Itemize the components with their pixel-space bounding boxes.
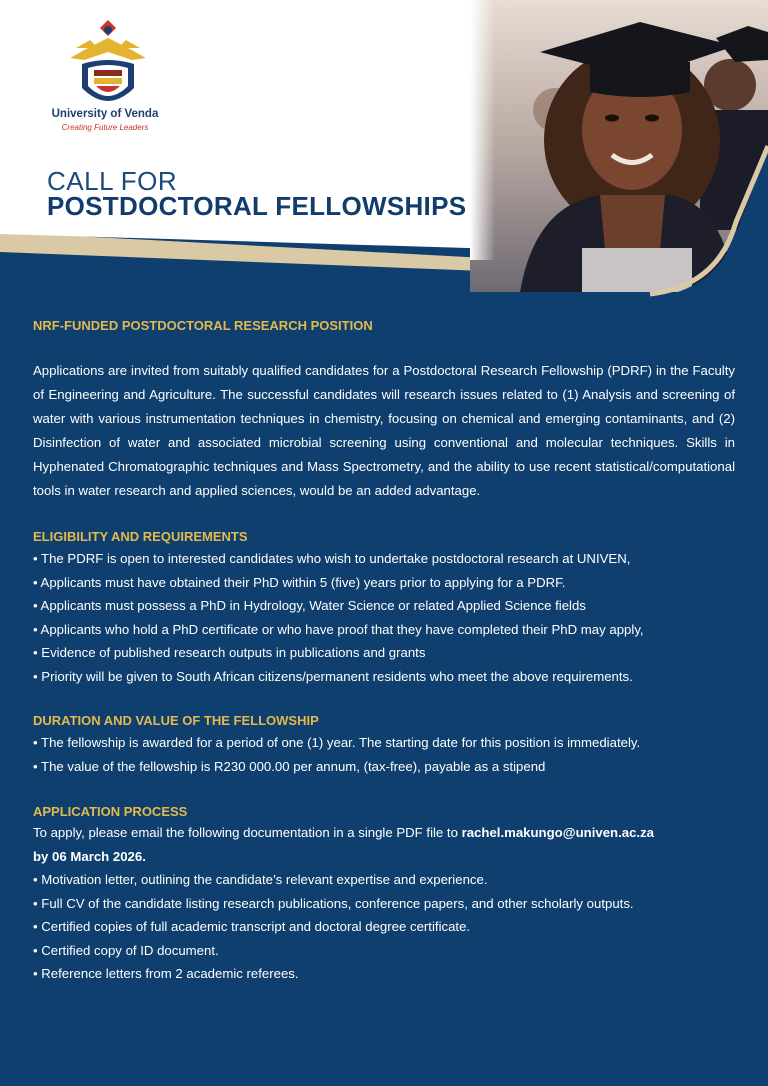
section-heading-eligibility: ELIGIBILITY AND REQUIREMENTS <box>33 529 248 544</box>
title-line-1: CALL FOR <box>47 166 178 196</box>
list-item: • The value of the fellowship is R230 000.00 per annum, (tax-free), payable as a stipend <box>33 758 546 774</box>
list-item: • Applicants must have obtained their PhD within 5 (five) years prior to applying for a PDRF. <box>33 574 566 590</box>
application-list <box>33 868 735 986</box>
duration-list <box>33 731 735 778</box>
intro-paragraph: Applications are invited from suitably qualified candidates for a Postdoctoral Research Fellowship (PDRF) in the Faculty of Engineering and Agriculture. The successful candidates will research issues related to (1) Analysis and screening of water with various instrumentation techniques in chemistry, focusing on chemical and emerging contaminants, and (2) Disinfection of water and associated microbial screening using conventional and molecular techniques. Skills in Hyphenated Chromatographic techniques and Mass Spectrometry, and the ability to use recent statistical/computational tools in water research and applied sciences, would be an added advantage. <box>33 363 735 498</box>
list-item: • Reference letters from 2 academic referees. <box>33 966 299 981</box>
list-item: • Applicants who hold a PhD certificate or who have proof that they have completed their PhD may apply, <box>33 621 644 637</box>
list-item: • Evidence of published research outputs in publications and grants <box>33 645 426 660</box>
section-heading-application: APPLICATION PROCESS <box>33 804 188 819</box>
list-item: • Full CV of the candidate listing research publications, conference papers, and other scholarly outputs. <box>33 895 634 911</box>
list-item: • Motivation letter, outlining the candidate’s relevant expertise and experience. <box>33 872 488 887</box>
list-item: • Certified copies of full academic transcript and doctoral degree certificate. <box>33 919 471 934</box>
list-item: • Priority will be given to South African citizens/permanent residents who meet the above requirements. <box>33 668 633 684</box>
section-heading-position: NRF-FUNDED POSTDOCTORAL RESEARCH POSITION <box>33 318 373 333</box>
eligibility-list <box>33 547 735 688</box>
university-name: University of Venda <box>51 108 159 120</box>
application-intro-text: To apply, please email the following documentation in a single PDF file to <box>33 825 462 840</box>
list-item: • The fellowship is awarded for a period of one (1) year. The starting date for this position is immediately. <box>33 735 641 750</box>
list-item: • Certified copy of ID document. <box>33 942 219 958</box>
contact-email[interactable]: rachel.makungo@univen.ac.za <box>461 825 655 840</box>
university-tagline: Creating Future Leaders <box>61 123 149 132</box>
list-item: • Applicants must possess a PhD in Hydrology, Water Science or related Applied Science fields <box>33 598 586 613</box>
title-line-2: POSTDOCTORAL FELLOWSHIPS <box>47 191 467 221</box>
application-intro <box>33 821 735 845</box>
section-heading-duration: DURATION AND VALUE OF THE FELLOWSHIP <box>33 713 319 728</box>
content <box>33 318 735 986</box>
list-item: • The PDRF is open to interested candidates who wish to undertake postdoctoral research at UNIVEN, <box>33 551 631 566</box>
application-deadline: by 06 March 2026. <box>33 849 146 864</box>
